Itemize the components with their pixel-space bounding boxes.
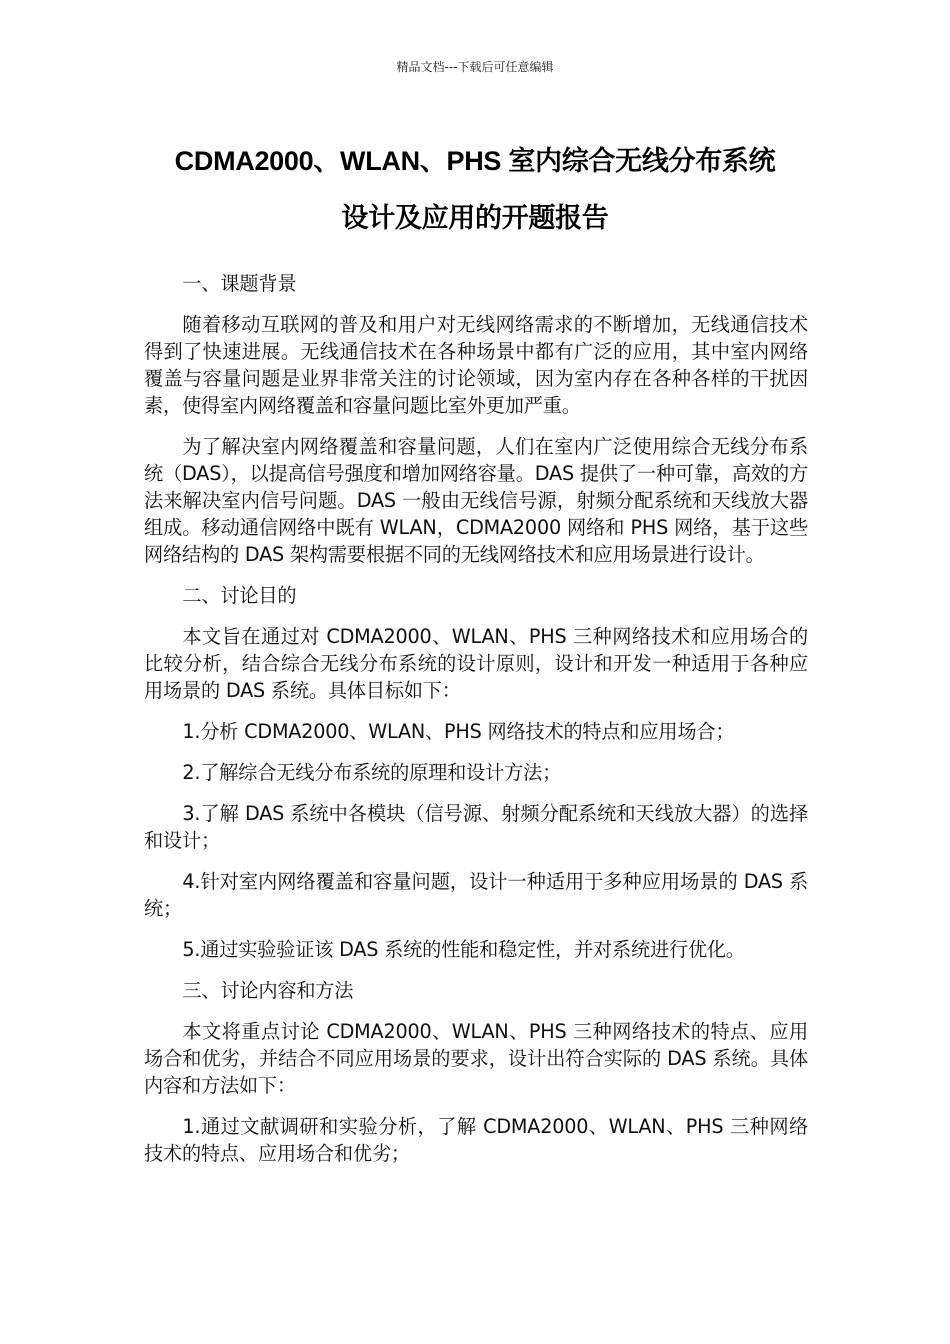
section-heading-method: 三、讨论内容和方法 [182,979,354,1002]
list-item-goal-4: 4.针对室内网络覆盖和容量问题，设计一种适用于多种应用场景的 DAS 系统； [144,870,808,920]
paragraph-background-2: 为了解决室内网络覆盖和容量问题，人们在室内广泛使用综合无线分布系统（DAS），以提高信号强度和增加网络容量。DAS 提供了一种可靠，高效的方法来解决室内信号问题。DAS 一般由无线信号源，射频分配系统和天线放大器组成。移动通信网络中既有 WLAN，CDMA2000 网络和 PHS 网络，基于这些网络结构的 DAS 架构需要根据不同的无线网络技术和应用场景进行设计。 [144,435,808,566]
section-heading-background: 一、课题背景 [182,272,297,295]
list-item-method-1: 1.通过文献调研和实验分析，了解 CDMA2000、WLAN、PHS 三种网络技术的特点、应用场合和优劣； [144,1115,808,1165]
list-item-goal-1: 1.分析 CDMA2000、WLAN、PHS 网络技术的特点和应用场合； [182,720,735,743]
paragraph-background-1: 随着移动互联网的普及和用户对无线网络需求的不断增加，无线通信技术得到了快速进展。无线通信技术在各种场景中都有广泛的应用，其中室内网络覆盖与容量问题是业界非常关注的讨论领域，因为室内存在各种各样的干扰因素，使得室内网络覆盖和容量问题比室外更加严重。 [144,313,808,417]
paragraph-purpose-intro: 本文旨在通过对 CDMA2000、WLAN、PHS 三种网络技术和应用场合的比较分析，结合综合无线分布系统的设计原则，设计和开发一种适用于各种应用场景的 DAS 系统。具体目标如下： [144,625,808,702]
list-item-goal-5: 5.通过实验验证该 DAS 系统的性能和稳定性，并对系统进行优化。 [182,938,745,961]
paragraph-method-intro: 本文将重点讨论 CDMA2000、WLAN、PHS 三种网络技术的特点、应用场合和优劣，并结合不同应用场景的要求，设计出符合实际的 DAS 系统。具体内容和方法如下： [144,1020,808,1097]
document-title-line-1: CDMA2000、WLAN、PHS 室内综合无线分布系统 [174,146,776,176]
list-item-goal-2: 2.了解综合无线分布系统的原理和设计方法； [182,761,562,784]
header-note: 精品文档---下载后可任意编辑 [396,60,554,74]
document-title-line-2: 设计及应用的开题报告 [341,203,609,233]
list-item-goal-3: 3.了解 DAS 系统中各模块（信号源、射频分配系统和天线放大器）的选择和设计； [144,802,808,852]
section-heading-purpose: 二、讨论目的 [182,584,297,607]
document-body [144,270,808,1181]
